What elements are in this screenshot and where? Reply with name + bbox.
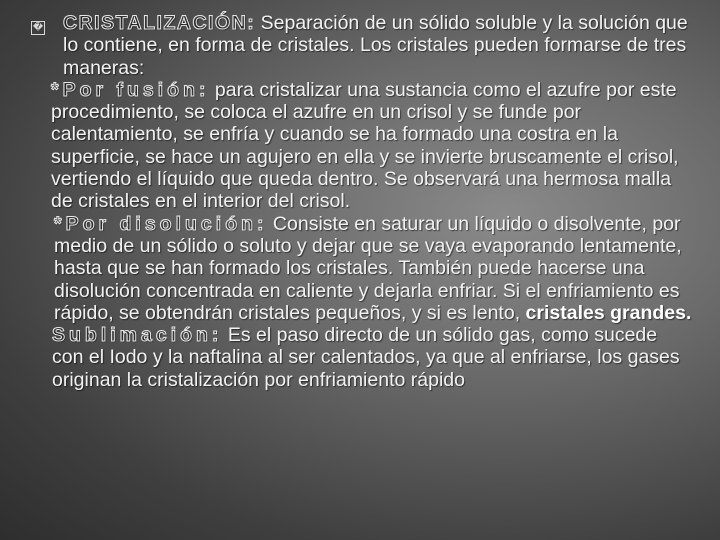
sublimacion-text: Es el paso directo de un sólido gas, como sucede con el Iodo y la naftalina al ser calentados, ya que al enfriarse, los gases originan la cristalización por enfriamiento rápido: [52, 324, 680, 391]
cristalizacion-heading: CRISTALIZACIÓN:: [63, 12, 256, 34]
bullet-icon: �: [32, 22, 44, 33]
sublimacion-paragraph: [52, 324, 693, 391]
fusion-text: para cristalizar una sustancia como el azufre por este procedimiento, se coloca el azufre en un crisol y se funde por calentamiento, se enfría y cuando se ha formado una costra en la superficie, se hace un agujero en ella y se invierte bruscamente el crisol, vertiendo el líquido que queda dentro. Se observará una hermosa malla de cristales en el interior del crisol.: [51, 78, 679, 213]
sublimacion-heading: Sublimación:: [52, 324, 223, 347]
disolucion-heading: *Por disolución:: [54, 212, 268, 235]
intro-paragraph: [63, 12, 693, 79]
fusion-paragraph: [51, 79, 693, 213]
disolucion-paragraph: [54, 213, 693, 324]
fusion-heading: *Por fusión:: [51, 78, 210, 101]
disolucion-emphasis: cristales grandes.: [525, 301, 692, 324]
intro-text: Separación de un sólido soluble y la solución que lo contiene, en forma de cristales. Los cristales pueden formarse de tres maneras:: [63, 12, 688, 79]
slide-body: [51, 12, 693, 391]
disolucion-text: Consiste en saturar un líquido o disolvente, por medio de un sólido o soluto y dejar que se vaya evaporando lentamente, hasta que se han formado los cristales. También puede hacerse una disolución concentrada en caliente y dejarla enfriar. Si el enfriamiento es rápido, se obtendrán cristales pequeños, y si es lento,: [54, 212, 682, 324]
